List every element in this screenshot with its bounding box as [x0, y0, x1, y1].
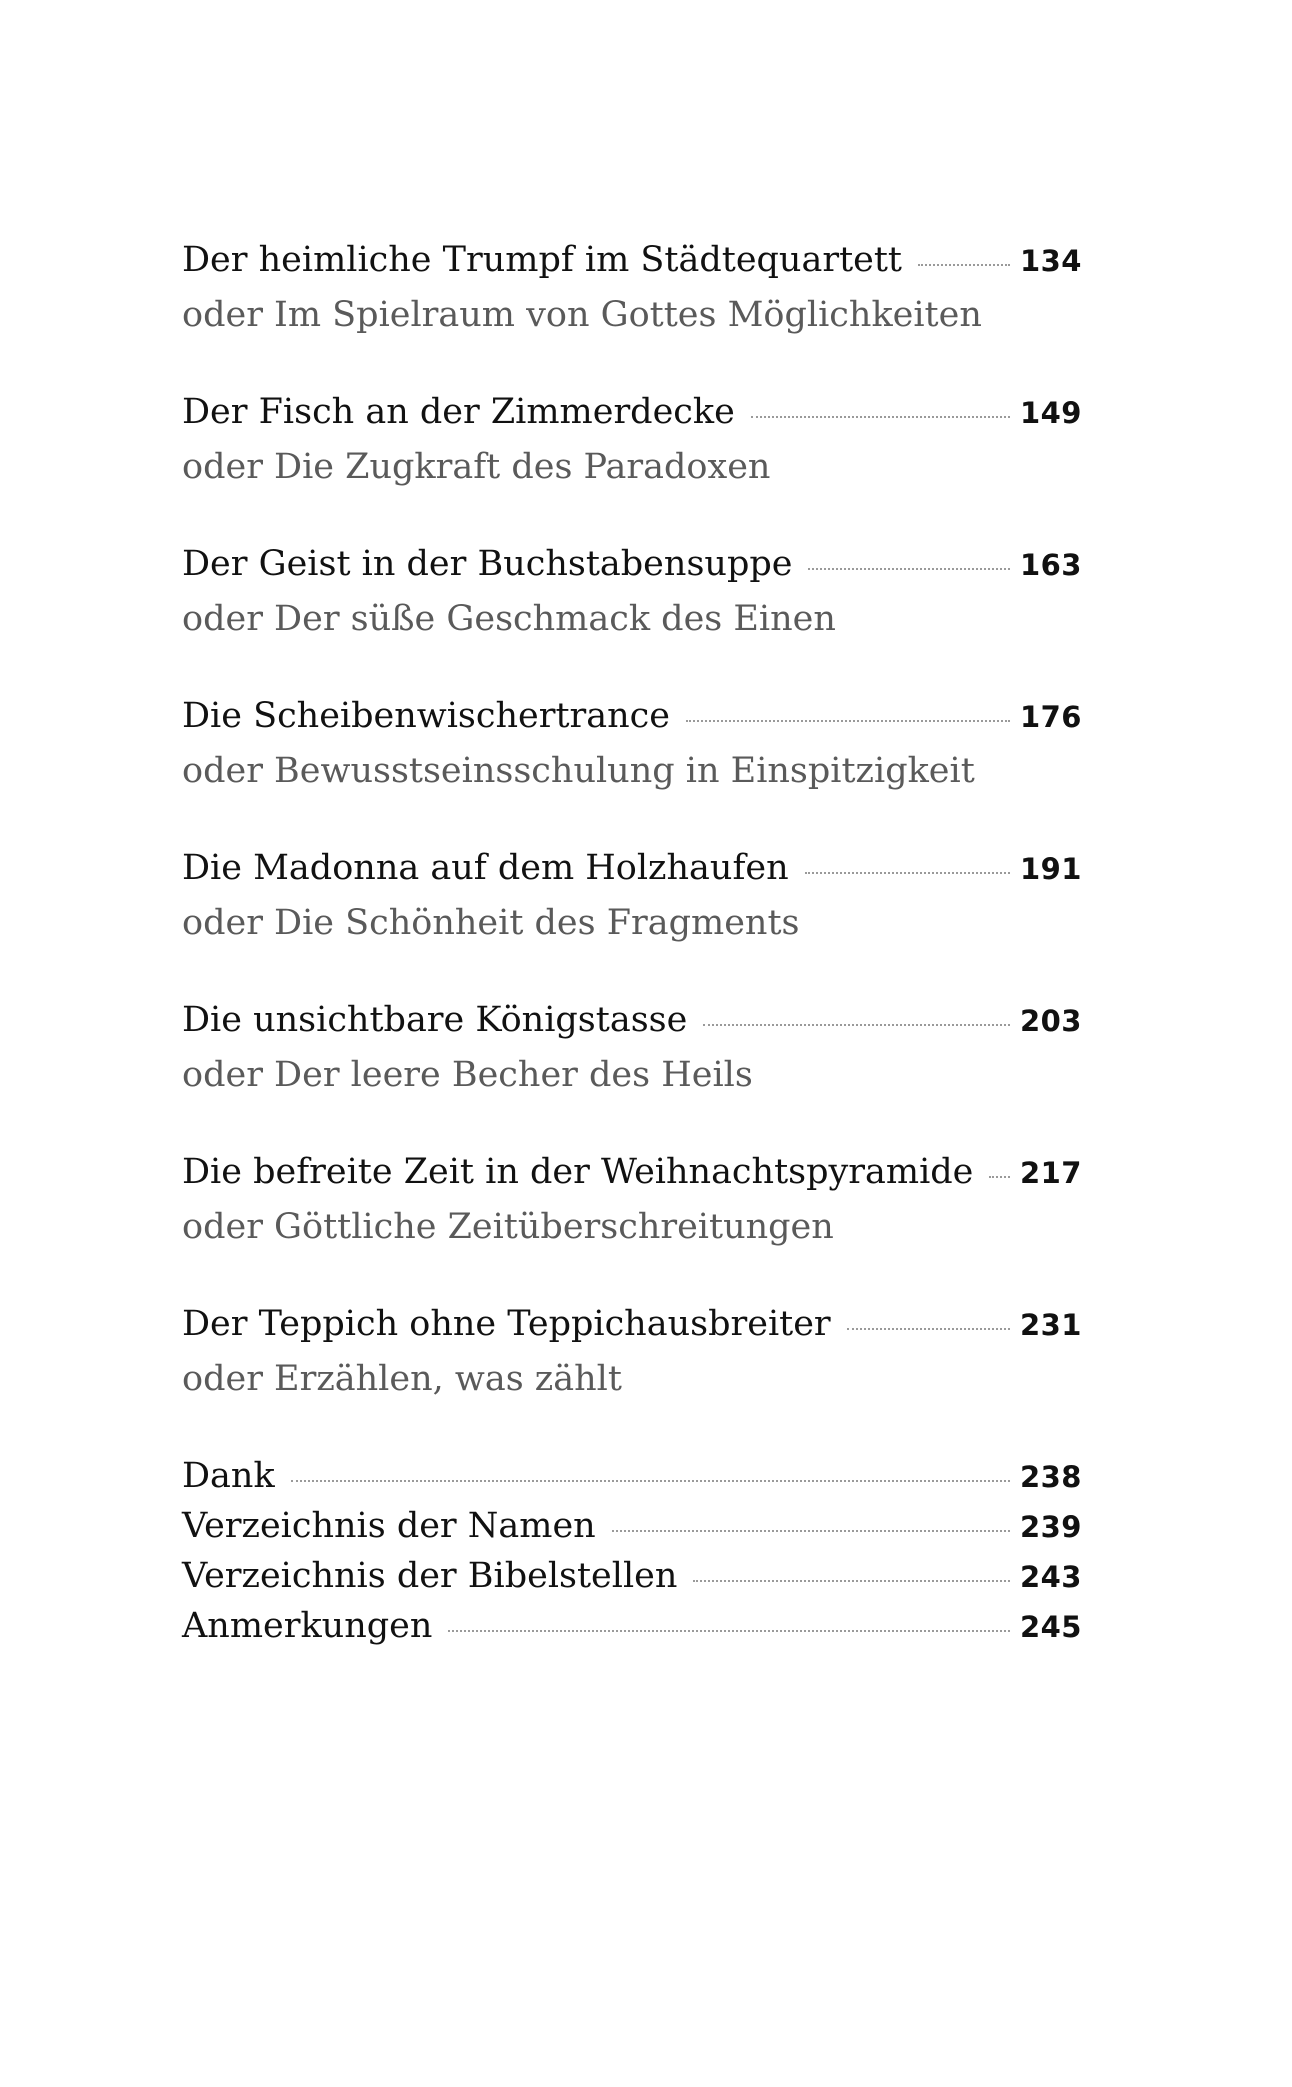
- chapter-title: Der Teppich ohne Teppichausbreiter: [182, 1304, 831, 1344]
- table-of-contents: [182, 240, 1082, 1656]
- appendix-title: Dank: [182, 1456, 275, 1496]
- toc-entry: [182, 848, 1082, 948]
- chapter-title: Der Geist in der Buchstabensuppe: [182, 544, 793, 584]
- page-number: 176: [1019, 700, 1082, 734]
- page-number: 238: [1019, 1460, 1082, 1494]
- dot-leader: [448, 1630, 1010, 1632]
- chapter-subtitle: oder Der süße Geschmack des Einen: [182, 599, 836, 639]
- toc-entry-line: [182, 392, 1082, 442]
- dot-leader: [612, 1530, 1010, 1532]
- page-number: 243: [1019, 1560, 1082, 1594]
- page-number: 149: [1019, 396, 1082, 430]
- page-number: 239: [1019, 1510, 1082, 1544]
- toc-entry-line: [182, 848, 1082, 898]
- page-number: 163: [1019, 548, 1082, 582]
- appendix-list: [182, 1456, 1082, 1656]
- dot-leader: [989, 1176, 1010, 1178]
- chapter-title: Die Madonna auf dem Holzhaufen: [182, 848, 789, 888]
- page-number: 134: [1019, 244, 1082, 278]
- toc-entry: [182, 392, 1082, 492]
- dot-leader: [693, 1580, 1010, 1582]
- toc-entry: [182, 1304, 1082, 1404]
- toc-entry-line: [182, 1304, 1082, 1354]
- dot-leader: [703, 1024, 1010, 1026]
- toc-entry-line: [182, 696, 1082, 746]
- toc-entry-line: [182, 1000, 1082, 1050]
- appendix-entry: [182, 1456, 1082, 1506]
- chapter-title: Die Scheibenwischertrance: [182, 696, 671, 736]
- dot-leader: [686, 720, 1010, 722]
- appendix-title: Anmerkungen: [182, 1606, 433, 1646]
- toc-entry: [182, 1000, 1082, 1100]
- chapter-subtitle: oder Die Schönheit des Fragments: [182, 903, 800, 943]
- toc-entry: [182, 1152, 1082, 1252]
- appendix-entry: [182, 1606, 1082, 1656]
- toc-entry: [182, 544, 1082, 644]
- page-number: 203: [1019, 1004, 1082, 1038]
- chapter-subtitle: oder Die Zugkraft des Paradoxen: [182, 447, 771, 487]
- chapter-subtitle: oder Göttliche Zeitüberschreitungen: [182, 1207, 834, 1247]
- chapter-title: Der Fisch an der Zimmerdecke: [182, 392, 735, 432]
- chapter-subtitle: oder Bewusstseinsschulung in Einspitzigkeit: [182, 751, 975, 791]
- page-number: 245: [1019, 1610, 1082, 1644]
- toc-entry-line: [182, 544, 1082, 594]
- dot-leader: [291, 1480, 1010, 1482]
- dot-leader: [805, 872, 1010, 874]
- appendix-entry: [182, 1556, 1082, 1606]
- page-number: 191: [1019, 852, 1082, 886]
- page-number: 217: [1019, 1156, 1082, 1190]
- chapter-title: Der heimliche Trumpf im Städtequartett: [182, 240, 902, 280]
- appendix-title: Verzeichnis der Bibelstellen: [182, 1556, 678, 1596]
- dot-leader: [808, 568, 1009, 570]
- chapter-subtitle: oder Im Spielraum von Gottes Möglichkeiten: [182, 295, 982, 335]
- dot-leader: [847, 1328, 1010, 1330]
- toc-entry: [182, 696, 1082, 796]
- chapter-subtitle: oder Der leere Becher des Heils: [182, 1055, 753, 1095]
- chapter-subtitle: oder Erzählen, was zählt: [182, 1359, 622, 1399]
- toc-entry: [182, 240, 1082, 340]
- page-number: 231: [1019, 1308, 1082, 1342]
- toc-entry-line: [182, 1152, 1082, 1202]
- appendix-entry: [182, 1506, 1082, 1556]
- chapter-title: Die befreite Zeit in der Weihnachtspyramide: [182, 1152, 974, 1192]
- dot-leader: [918, 264, 1010, 266]
- chapter-title: Die unsichtbare Königstasse: [182, 1000, 688, 1040]
- toc-entry-line: [182, 240, 1082, 290]
- dot-leader: [751, 416, 1010, 418]
- appendix-title: Verzeichnis der Namen: [182, 1506, 596, 1546]
